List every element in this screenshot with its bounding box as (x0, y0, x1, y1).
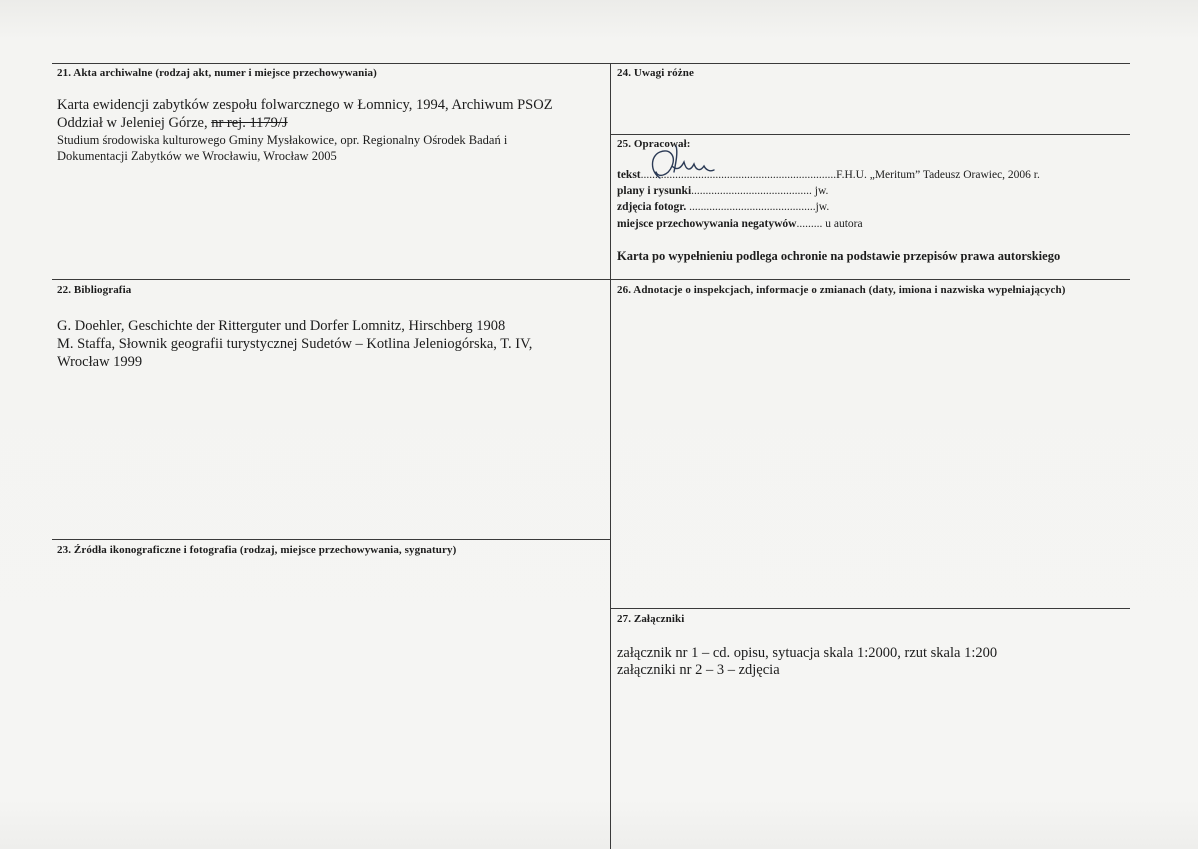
section-24-title: 24. Uwagi różne (617, 67, 694, 79)
section-27-line1: załącznik nr 1 – cd. opisu, sytuacja skala 1:2000, rzut skala 1:200 (617, 645, 998, 661)
section-23-title: 23. Źródła ikonograficzne i fotografia (rodzaj, miejsce przechowywania, sygnatury) (57, 544, 457, 556)
section-21-line2-text: Oddział w Jeleniej Górze, (57, 115, 208, 131)
rule-left-mid1 (52, 279, 610, 280)
rule-right-mid1 (611, 279, 1130, 280)
rule-left-mid2 (52, 539, 610, 540)
section-26-title: 26. Adnotacje o inspekcjach, informacje o zmianach (daty, imiona i nazwiska wypełniających) (617, 284, 1066, 296)
field-tekst-label: tekst (617, 169, 641, 181)
field-miejsce-label: miejsce przechowywania negatywów (617, 218, 797, 230)
section-22-line2: M. Staffa, Słownik geografii turystycznej Sudetów – Kotlina Jeleniogórska, T. IV, (57, 336, 533, 352)
section-22-line3: Wrocław 1999 (57, 354, 143, 370)
field-zdjecia: zdjęcia fotogr. ............................................jw. (617, 201, 830, 213)
rule-right-mid2 (611, 608, 1130, 609)
section-21-line2 (57, 114, 288, 132)
rule-top (52, 63, 1130, 64)
section-25-title: 25. Opracował: (617, 138, 691, 150)
section-27-line2: załączniki nr 2 – 3 – zdjęcia (617, 662, 780, 678)
section-21-line4: Dokumentacji Zabytków we Wrocławiu, Wrocław 2005 (57, 149, 337, 163)
section-22-title: 22. Bibliografia (57, 284, 132, 296)
section-22-line1: G. Doehler, Geschichte der Ritterguter und Dorfer Lomnitz, Hirschberg 1908 (57, 318, 506, 334)
signature-mark (646, 142, 716, 180)
rule-right-op (611, 134, 1130, 135)
field-tekst-value: F.H.U. „Meritum” Tadeusz Orawiec, 2006 r. (836, 169, 1040, 181)
section-21-line3: Studium środowiska kulturowego Gminy Mysłakowice, opr. Regionalny Ośrodek Badań i (57, 133, 508, 147)
copyright-notice: Karta po wypełnieniu podlega ochronie na podstawie przepisów prawa autorskiego (617, 249, 1061, 263)
field-miejsce: miejsce przechowywania negatywów......... u autora (617, 218, 863, 230)
section-21-title: 21. Akta archiwalne (rodzaj akt, numer i miejsce przechowywania) (57, 67, 377, 79)
field-zdjecia-label: zdjęcia fotogr. (617, 201, 687, 213)
field-zdjecia-value: jw. (815, 201, 830, 213)
rule-center-vertical (610, 63, 611, 849)
section-21-struck-reg: nr rej. 1179/J (211, 115, 288, 131)
section-27-title: 27. Załączniki (617, 613, 685, 625)
field-plany-label: plany i rysunki (617, 185, 692, 197)
field-miejsce-value: u autora (825, 218, 863, 230)
field-plany: plany i rysunki.......................................... jw. (617, 185, 829, 197)
section-21-line1: Karta ewidencji zabytków zespołu folwarcznego w Łomnicy, 1994, Archiwum PSOZ (57, 97, 553, 113)
field-plany-value: jw. (814, 185, 829, 197)
field-tekst: tekst....................................................................F.H.U. „Meritum” Tadeusz Orawiec, 2006 r. (617, 169, 1040, 181)
